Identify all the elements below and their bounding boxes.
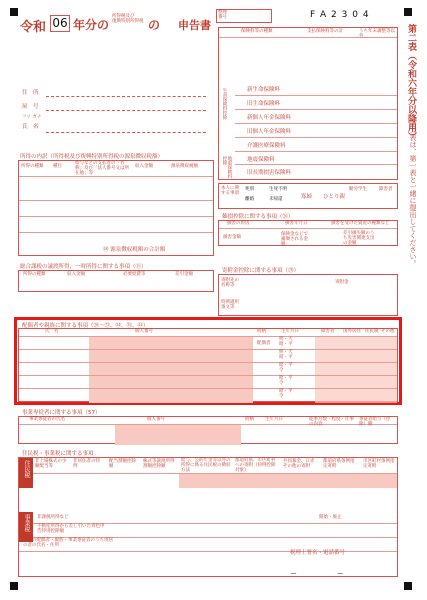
single-parent-label: ひとり親 <box>323 194 346 200</box>
quake-insurance-rows <box>235 152 397 178</box>
withholding-total-label: ㊽ 源泉徴収税額の合計額 <box>103 247 166 253</box>
disabled-label: 障害者 <box>379 187 393 192</box>
comprehensive-table <box>18 270 214 292</box>
misc-deduction-title: 雑損控除に関する事項（㉖） <box>222 214 294 220</box>
donation-recipient-label: 寄附先の名称等 <box>221 278 239 288</box>
income-row[interactable] <box>19 221 213 233</box>
form-code: F A 2 3 0 4 <box>310 10 370 20</box>
dep-col-birth: 生年月日 <box>281 329 299 334</box>
registration-mark-bl <box>10 582 18 590</box>
dependent-row[interactable]: 昭・平 令 <box>279 389 293 399</box>
comp-col-expense: 必要経費等 <box>123 272 146 277</box>
registration-mark-tr <box>404 8 412 16</box>
insurance-row[interactable]: 旧生命保険料 <box>235 96 397 110</box>
side-title: 第二表（令和六年分以降用） <box>406 24 416 141</box>
income-details-table <box>18 160 214 256</box>
check-missing[interactable]: 生死不明 <box>269 187 287 192</box>
residence-columns: 非上場株式の少額配当等 非居住者の特例 配当割額控除額 株式等譲渡所得割額控除額 給与、公的年金等以外の所得に係る住民税の徴収方法 都道府県、市区町村への寄附（特例控除対象） 共同募金、日赤その他の寄附 都道府県条例指定寄附 市区町村条例指定寄附 <box>33 458 397 474</box>
income-header <box>19 161 213 177</box>
title-no: の <box>148 18 161 32</box>
dep-col-mynumber: 個人番号 <box>135 329 153 334</box>
insurance-header <box>219 28 397 38</box>
working-student-label: 勤労学生 <box>349 187 367 192</box>
business-dependents-title: 事業専従者に関する事項（57） <box>22 410 101 416</box>
dep-col-resident: 住民税 <box>365 329 379 334</box>
donation-title: 寄附金控除に関する事項（㉘） <box>222 268 300 274</box>
donation-table <box>218 274 398 316</box>
title-suffix: 年分の <box>73 18 110 32</box>
misc-header <box>219 221 397 229</box>
dep-col-relation: 続柄 <box>257 329 266 334</box>
insurance-col-type: 保険料等の種類 <box>241 29 273 34</box>
dependents-table <box>18 328 398 402</box>
era-label: 令和 <box>20 20 47 35</box>
phone-field[interactable]: − − <box>290 569 344 578</box>
opening-label: 開始・廃止 <box>319 515 342 520</box>
residence-title: 住民税・事業税に関する事項 <box>22 451 94 457</box>
furigana-label: フリ ガナ <box>22 115 42 120</box>
trade-name-line[interactable] <box>46 110 206 111</box>
comp-col-type: 所得の種類 <box>23 272 46 277</box>
insurance-row[interactable]: 新生命保険料 <box>235 82 397 96</box>
address-block <box>18 40 214 150</box>
trade-name-label: 屋 号 <box>22 104 39 110</box>
insurance-col-excl: うち年末調整等以外 <box>359 29 395 39</box>
residence-tax-label: 住民税 <box>19 458 33 488</box>
misc-deduction-table <box>218 220 398 246</box>
insurance-table <box>218 27 398 180</box>
biz-col-work: 従事月数・程度・仕事の内容 <box>309 417 354 427</box>
name-label: 氏 名 <box>22 124 39 130</box>
income-col-revenue: 収入金額 <box>135 164 153 169</box>
accountant-label: 税理士署名・電話番号 <box>290 550 346 556</box>
serial-label: 整理番号 <box>218 10 227 20</box>
donation-special-label: 特例適用条文等 <box>221 300 239 310</box>
widow-label: 寡婦 <box>301 194 313 200</box>
personal-matters-box <box>218 183 398 209</box>
biz-col-relation: 続柄 <box>245 417 254 422</box>
income-col-withholding: 源泉徴収税額 <box>171 164 198 169</box>
income-row[interactable] <box>19 189 213 201</box>
misc-insurance-covered[interactable]: 保険金などで補塡される金額 <box>281 232 308 247</box>
year-field[interactable]: 06 <box>50 15 70 32</box>
income-details-title: 所得の内訳（所得税及び復興特別所得税の源泉徴収税額） <box>20 154 164 160</box>
biz-col-salary: 専従者給与（控除）額 <box>359 417 391 427</box>
life-insurance-rows <box>235 82 397 152</box>
biz-col-mynumber: 個人番号 <box>147 417 165 422</box>
address-line[interactable] <box>46 96 206 97</box>
biz-row[interactable]: 不動産所得から差し引いた青色申告特別控除額 <box>33 524 397 538</box>
insurance-col-total: 支払保険料等の計 <box>307 29 343 34</box>
registration-mark-br <box>404 582 412 590</box>
dependent-row[interactable]: 昭・平 令 <box>19 376 397 389</box>
biz-col-name: 事業専従者の氏名 <box>29 417 65 422</box>
dependent-row[interactable]: 明・大 昭・平 <box>19 337 397 350</box>
biz-row[interactable]: 非課税所得など <box>33 514 397 524</box>
comp-col-diff: 差引金額 <box>175 272 193 277</box>
title-subtitle: 所得税及び 復興特別所得税 <box>112 14 144 24</box>
biz-row[interactable]: 上記の配偶者・親族・事業専従者のうち別居の者の氏名・住所 <box>19 538 397 552</box>
quake-insurance-label: 地震保険料控除 <box>221 156 232 179</box>
insurance-row[interactable]: 介護医療保険料 <box>235 138 397 152</box>
address-label: 住 所 <box>22 90 39 96</box>
check-widowed[interactable]: 死別 <box>245 187 254 192</box>
form-title: 申告書 <box>178 19 211 32</box>
dependent-row[interactable]: 明・大 昭・平 <box>19 350 397 363</box>
check-divorced[interactable]: 離婚 <box>245 197 254 202</box>
misc-col-date: 損害年月日 <box>285 221 308 226</box>
insurance-row[interactable]: 新個人年金保険料 <box>235 110 397 124</box>
dep-spouse-label: 配偶者 <box>257 341 271 346</box>
misc-col-asset: 損害を受けた資産の種類など <box>331 221 390 226</box>
business-dependents-table <box>18 416 398 444</box>
residence-table <box>18 457 398 577</box>
comprehensive-title: 総合課税の譲渡所得、一時所得に関する事項（⑪） <box>20 264 147 270</box>
donation-amount-label: 寄附金 <box>335 280 349 285</box>
dependents-header <box>19 329 397 337</box>
dep-col-other: その他 <box>381 329 395 334</box>
misc-disaster-expense[interactable]: 差引損失額のうち災害関連支出の金額 <box>343 231 375 246</box>
dependents-title: 配偶者や親族に関する事項（⑳～㉓、㉞、㉟、㊹） <box>22 323 149 329</box>
life-insurance-label: 生命保険料控除 <box>221 88 227 120</box>
registration-mark-tl <box>10 8 18 16</box>
serial-number-field[interactable] <box>216 9 272 23</box>
misc-loss-amount[interactable]: 損害金額 <box>223 235 241 240</box>
side-note: 第二表は、第一表と一緒に提出してください。 <box>409 120 417 267</box>
quake-row[interactable]: 旧長期損害保険料 <box>247 170 292 176</box>
biz-col-birth: 生年月日 <box>265 417 283 422</box>
residence-amount-band[interactable] <box>179 474 397 488</box>
quake-row[interactable]: 地震保険料 <box>235 152 397 165</box>
insurance-row[interactable]: 旧個人年金保険料 <box>235 124 397 138</box>
dep-col-name: 氏 名 <box>45 329 59 334</box>
income-col-item: 種目 <box>53 164 62 169</box>
check-unreturned[interactable]: 未帰還 <box>269 197 283 202</box>
dep-col-abroad: 国外居住 <box>343 329 361 334</box>
business-mynumber-band[interactable] <box>115 425 241 445</box>
income-row[interactable] <box>19 205 213 217</box>
form-header <box>20 12 240 38</box>
comp-col-revenue: 収入金額 <box>67 272 85 277</box>
income-col-payer: 給与などの支払者の「名称」及び「法人番号又は所在地」等 <box>75 161 129 176</box>
business-header <box>19 417 397 425</box>
income-col-type: 所得の種類 <box>21 164 44 169</box>
misc-col-cause: 損害の原因 <box>227 221 250 226</box>
name-line[interactable] <box>46 132 206 133</box>
dep-col-disabled: 障害者 <box>321 329 335 334</box>
business-tax-label: 事業税 <box>19 512 33 542</box>
dependent-row[interactable]: 昭・平 令 <box>19 363 397 376</box>
personal-label: 本人に関する事項 <box>221 186 239 196</box>
